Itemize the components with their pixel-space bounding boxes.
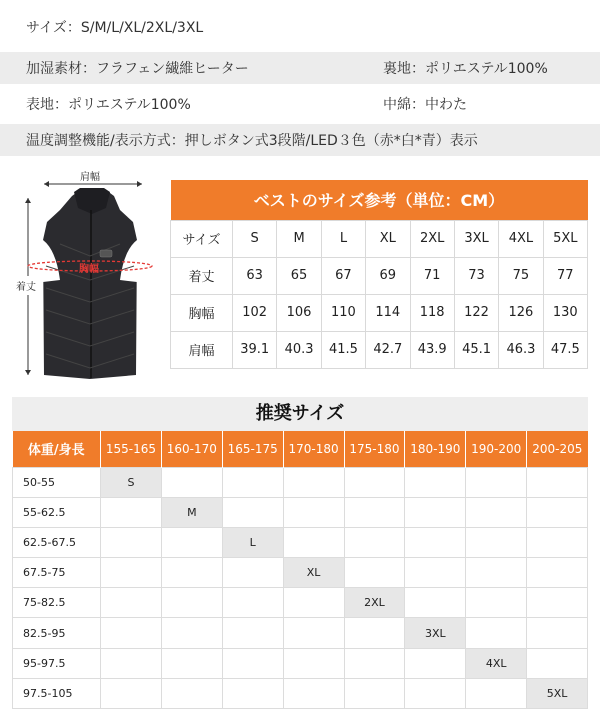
empty-cell xyxy=(405,678,466,708)
empty-cell xyxy=(466,527,527,557)
size-table-row xyxy=(171,257,588,294)
size-cell: 122 xyxy=(454,294,498,331)
empty-cell xyxy=(222,618,283,648)
size-header-cell: 3XL xyxy=(454,220,498,257)
empty-cell xyxy=(283,618,344,648)
empty-cell xyxy=(466,618,527,648)
spec-surface: 表地：ポリエステル100% xyxy=(26,97,191,113)
empty-cell xyxy=(405,588,466,618)
empty-cell xyxy=(101,648,162,678)
height-header: 155-165 xyxy=(101,431,162,467)
size-table-title: ベストのサイズ参考（単位：CM） xyxy=(171,180,588,220)
empty-cell xyxy=(161,648,222,678)
size-cell: 46.3 xyxy=(499,331,543,368)
recommended-size-cell: 3XL xyxy=(405,618,466,648)
empty-cell xyxy=(283,527,344,557)
empty-cell xyxy=(405,648,466,678)
recommend-corner: 体重/身長 xyxy=(13,431,101,467)
empty-cell xyxy=(527,648,588,678)
empty-cell xyxy=(344,527,405,557)
recommend-row xyxy=(13,618,588,648)
empty-cell xyxy=(101,588,162,618)
weight-cell: 95-97.5 xyxy=(13,648,101,678)
vest-figure xyxy=(0,170,170,385)
size-cell: 114 xyxy=(366,294,410,331)
size-cell: 43.9 xyxy=(410,331,454,368)
size-row-label: 着丈 xyxy=(171,257,233,294)
spec-lining: 裏地：ポリエステル100% xyxy=(383,61,548,77)
empty-cell xyxy=(466,497,527,527)
size-cell: 47.5 xyxy=(543,331,587,368)
empty-cell xyxy=(405,497,466,527)
empty-cell xyxy=(527,467,588,497)
empty-cell xyxy=(283,648,344,678)
recommend-row xyxy=(13,467,588,497)
recommend-header-row xyxy=(13,431,588,467)
recommended-size-cell: 4XL xyxy=(466,648,527,678)
spec-temp: 温度調整機能/表示方式：押しボタン式3段階/LED３色（赤*白*青）表示 xyxy=(26,133,478,149)
size-row-label: 胸幅 xyxy=(171,294,233,331)
recommend-row xyxy=(13,678,588,708)
chest-label: 胸幅 xyxy=(79,264,99,275)
height-header: 160-170 xyxy=(161,431,222,467)
empty-cell xyxy=(101,527,162,557)
empty-cell xyxy=(161,467,222,497)
size-row-label: 肩幅 xyxy=(171,331,233,368)
size-cell: 75 xyxy=(499,257,543,294)
height-header: 165-175 xyxy=(222,431,283,467)
empty-cell xyxy=(405,527,466,557)
empty-cell xyxy=(161,527,222,557)
empty-cell xyxy=(222,678,283,708)
empty-cell xyxy=(161,618,222,648)
empty-cell xyxy=(466,678,527,708)
weight-cell: 82.5-95 xyxy=(13,618,101,648)
size-table-header-row xyxy=(171,220,588,257)
size-cell: 65 xyxy=(277,257,321,294)
size-cell: 77 xyxy=(543,257,587,294)
recommend-row xyxy=(13,648,588,678)
size-header-cell: S xyxy=(233,220,277,257)
size-cell: 106 xyxy=(277,294,321,331)
empty-cell xyxy=(344,497,405,527)
recommend-table xyxy=(12,431,588,709)
recommended-size-cell: 5XL xyxy=(527,678,588,708)
spec-temp-row xyxy=(0,124,600,156)
empty-cell xyxy=(101,558,162,588)
size-cell: 39.1 xyxy=(233,331,277,368)
size-cell: 73 xyxy=(454,257,498,294)
size-cell: 42.7 xyxy=(366,331,410,368)
empty-cell xyxy=(405,558,466,588)
empty-cell xyxy=(283,467,344,497)
empty-cell xyxy=(283,588,344,618)
shoulder-label: 肩幅 xyxy=(78,168,102,183)
weight-cell: 55-62.5 xyxy=(13,497,101,527)
spec-surface-row xyxy=(0,88,600,120)
empty-cell xyxy=(405,467,466,497)
spec-filling: 中綿：中わた xyxy=(383,97,467,113)
size-cell: 63 xyxy=(233,257,277,294)
recommend-body xyxy=(13,467,588,709)
spec-material-row xyxy=(0,52,600,84)
size-cell: 110 xyxy=(321,294,365,331)
size-header-cell: M xyxy=(277,220,321,257)
size-header-cell: 2XL xyxy=(410,220,454,257)
empty-cell xyxy=(527,527,588,557)
spec-size-row xyxy=(0,8,600,46)
spec-size: サイズ：S/M/L/XL/2XL/3XL xyxy=(26,20,204,36)
size-cell: 102 xyxy=(233,294,277,331)
size-cell: 67 xyxy=(321,257,365,294)
weight-cell: 67.5-75 xyxy=(13,558,101,588)
recommended-size-cell: M xyxy=(161,497,222,527)
empty-cell xyxy=(344,678,405,708)
size-cell: 41.5 xyxy=(321,331,365,368)
empty-cell xyxy=(222,558,283,588)
size-cell: 40.3 xyxy=(277,331,321,368)
recommended-size-cell: XL xyxy=(283,558,344,588)
weight-cell: 62.5-67.5 xyxy=(13,527,101,557)
weight-cell: 75-82.5 xyxy=(13,588,101,618)
size-header-cell: サイズ xyxy=(171,220,233,257)
empty-cell xyxy=(222,497,283,527)
empty-cell xyxy=(222,648,283,678)
empty-cell xyxy=(344,467,405,497)
empty-cell xyxy=(161,588,222,618)
empty-cell xyxy=(344,558,405,588)
empty-cell xyxy=(344,618,405,648)
empty-cell xyxy=(527,618,588,648)
size-reference-table xyxy=(170,180,588,369)
empty-cell xyxy=(466,558,527,588)
recommended-size-cell: L xyxy=(222,527,283,557)
size-cell: 71 xyxy=(410,257,454,294)
empty-cell xyxy=(101,678,162,708)
size-cell: 130 xyxy=(543,294,587,331)
empty-cell xyxy=(527,588,588,618)
empty-cell xyxy=(527,497,588,527)
size-header-cell: 4XL xyxy=(499,220,543,257)
recommend-row xyxy=(13,527,588,557)
height-header: 180-190 xyxy=(405,431,466,467)
height-header: 175-180 xyxy=(344,431,405,467)
height-header: 170-180 xyxy=(283,431,344,467)
weight-cell: 97.5-105 xyxy=(13,678,101,708)
size-cell: 118 xyxy=(410,294,454,331)
empty-cell xyxy=(222,467,283,497)
empty-cell xyxy=(101,497,162,527)
recommend-row xyxy=(13,558,588,588)
empty-cell xyxy=(466,467,527,497)
height-header: 200-205 xyxy=(527,431,588,467)
empty-cell xyxy=(466,588,527,618)
size-cell: 45.1 xyxy=(454,331,498,368)
size-header-cell: 5XL xyxy=(543,220,587,257)
empty-cell xyxy=(222,588,283,618)
recommended-size-cell: S xyxy=(101,467,162,497)
size-cell: 126 xyxy=(499,294,543,331)
size-table-row xyxy=(171,331,588,368)
empty-cell xyxy=(527,558,588,588)
empty-cell xyxy=(161,678,222,708)
height-header: 190-200 xyxy=(466,431,527,467)
recommended-size-cell: 2XL xyxy=(344,588,405,618)
empty-cell xyxy=(283,678,344,708)
length-label: 着丈 xyxy=(16,276,36,295)
empty-cell xyxy=(283,497,344,527)
spec-material: 加湿素材：フラフェン繊維ヒーター xyxy=(26,61,249,77)
empty-cell xyxy=(161,558,222,588)
empty-cell xyxy=(101,618,162,648)
size-table-row xyxy=(171,294,588,331)
size-header-cell: L xyxy=(321,220,365,257)
recommend-title: 推奨サイズ xyxy=(12,397,588,431)
weight-cell: 50-55 xyxy=(13,467,101,497)
size-cell: 69 xyxy=(366,257,410,294)
empty-cell xyxy=(344,648,405,678)
recommend-row xyxy=(13,588,588,618)
size-header-cell: XL xyxy=(366,220,410,257)
recommend-row xyxy=(13,497,588,527)
